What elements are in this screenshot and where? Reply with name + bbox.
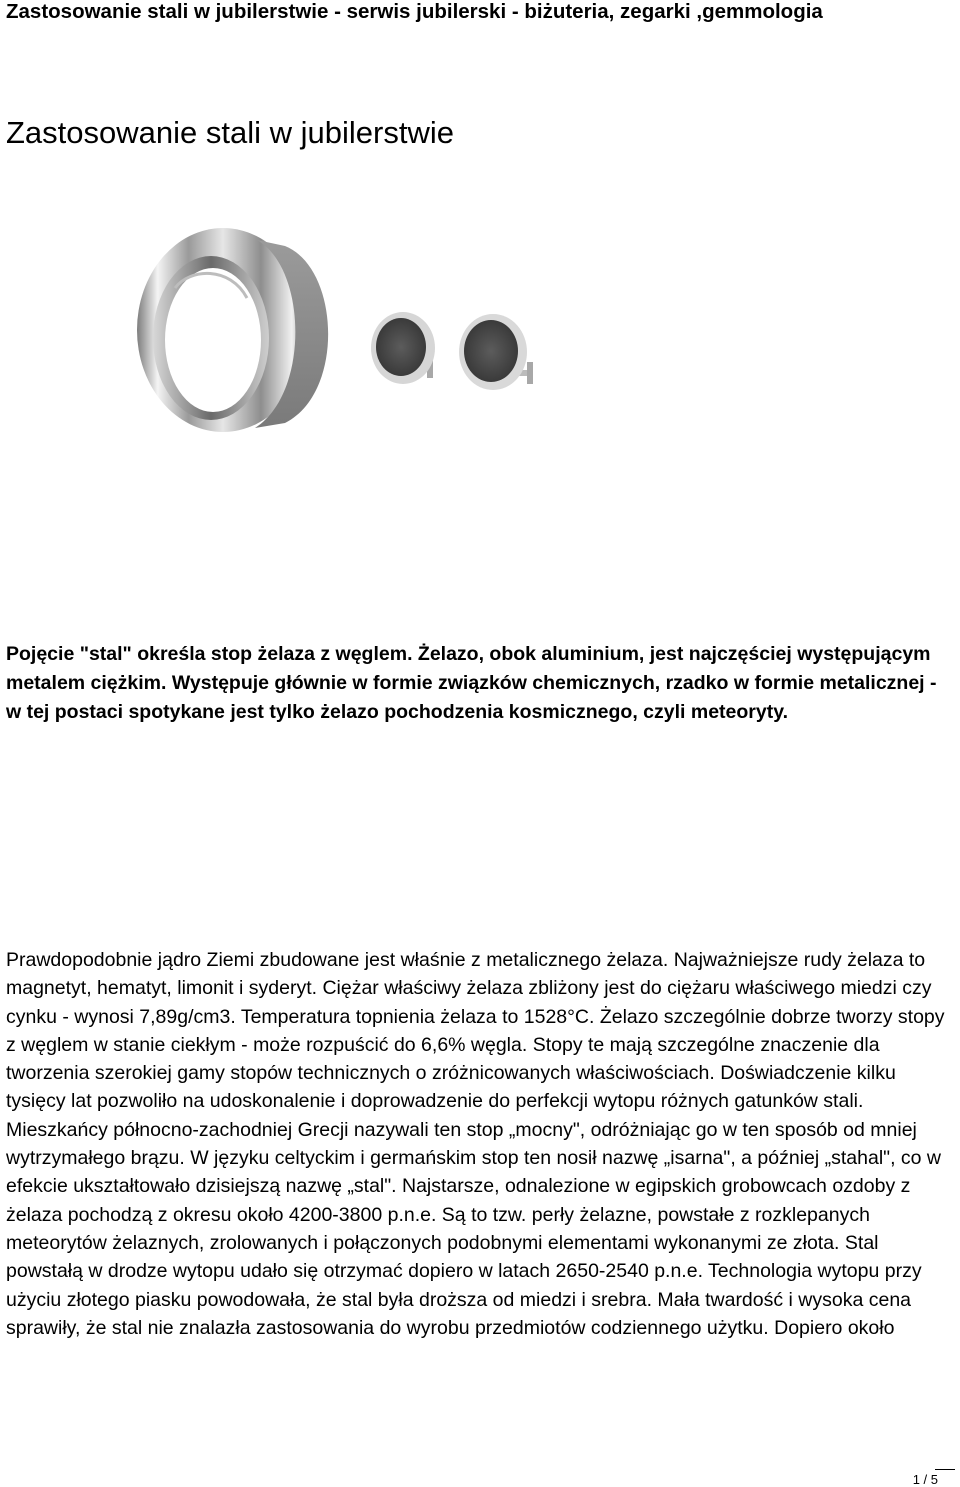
page-title: Zastosowanie stali w jubilerstwie: [6, 115, 454, 150]
page-indicator: 1 / 5: [912, 1472, 938, 1487]
lead-paragraph: Pojęcie "stal" określa stop żelaza z węglem. Żelazo, obok aluminium, jest najczęściej występującym metalem ciężkim. Występuje głównie w formie związków chemicznych, rzadko w formie metalicznej - w tej postaci spotykane jest tylko żelazo pochodzenia kosmicznego, czyli meteoryty.: [6, 643, 937, 723]
article-image: [135, 228, 580, 443]
cufflink-left: [371, 312, 435, 384]
document-header-title: Zastosowanie stali w jubilerstwie - serwis jubilerski - biżuteria, zegarki ,gemmologia: [6, 0, 823, 23]
footer-rule: [935, 1469, 955, 1470]
cufflink-right: [459, 314, 533, 390]
steel-ring: [137, 228, 328, 432]
body-paragraph: Prawdopodobnie jądro Ziemi zbudowane jest właśnie z metalicznego żelaza. Najważniejsze rudy żelaza to magnetyt, hematyt, limonit i syderyt. Ciężar właściwy żelaza zbliżony jest do ciężaru właściwego miedzi czy cynku - wynosi 7,89g/cm3. Temperatura topnienia żelaza to 1528°C. Żelazo szczególnie dobrze tworzy stopy z węglem w stanie ciekłym - może rozpuścić do 6,6% węgla. Stopy te mają szczególne znaczenie dla tworzenia szerokiej gamy stopów technicznych o zróżnicowanych właściwościach. Doświadczenie kilku tysięcy lat pozwoliło na udoskonalenie i doprowadzenie do perfekcji wytopu różnych gatunków stali. Mieszkańcy północno-zachodniej Grecji nazywali ten stop „mocny", odróżniając go w ten sposób od mniej wytrzymałego brązu. W języku celtyckim i germańskim stop ten nosił nazwę „isarna", a później „stahal", co w efekcie ukształtowało dzisiejszą nazwę „stal". Najstarsze, odnalezione w egipskich grobowcach ozdoby z żelaza pochodzą z okresu około 4200-3800 p.n.e. Są to tzw. perły żelazne, powstałe z rozklepanych meteorytów żelaznych, zrolowanych i połączonych podobnymi elementami wykonanymi ze złota. Stal powstałą w drodze wytopu udało się otrzymać dopiero w latach 2650-2540 p.n.e. Technologia wytopu przy użyciu złotego piasku powodowała, że stal była droższa od miedzi i srebra. Mała twardość i wysoka cena sprawiły, że stal nie znalazła zastosowania do wyrobu przedmiotów codziennego użytku. Dopiero około: [6, 949, 945, 1339]
